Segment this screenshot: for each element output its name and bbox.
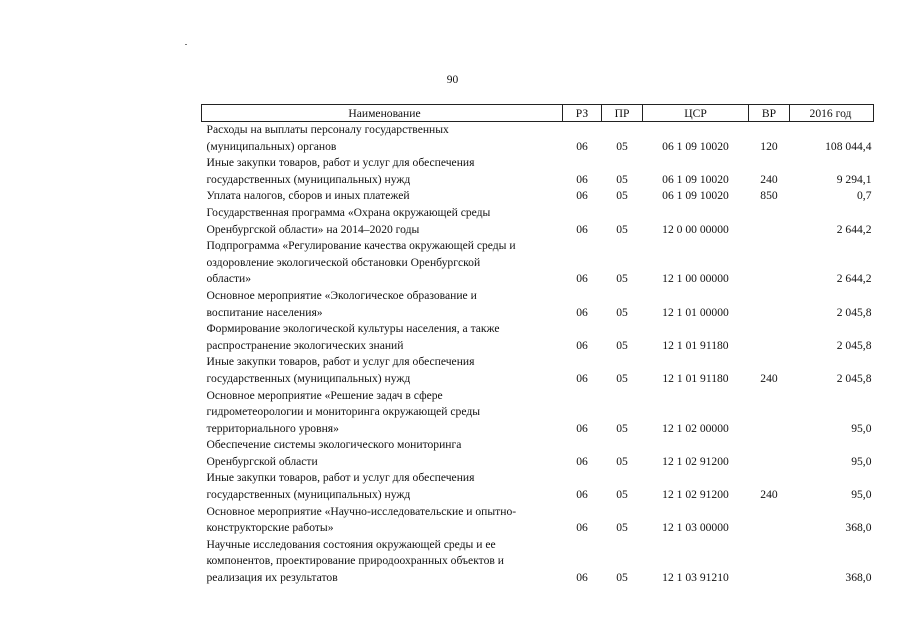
cell-csr: 12 1 01 91180: [662, 371, 729, 385]
cell-vr: 850: [760, 189, 778, 203]
table-row: [202, 155, 874, 188]
cell-amount: 368,0: [845, 521, 872, 535]
cell-vr: 240: [760, 172, 778, 186]
table-row: [202, 288, 874, 321]
cell-name: [202, 437, 563, 470]
header-rz: РЗ: [563, 105, 602, 122]
cell-name-line: Иные закупки товаров, работ и услуг для обеспечения: [206, 156, 475, 170]
cell-name-line: Иные закупки товаров, работ и услуг для обеспечения: [206, 355, 475, 369]
table-row: [202, 321, 874, 354]
cell-name-line: Оренбургской области» на 2014–2020 годы: [206, 222, 420, 236]
cell-rz: 06: [576, 521, 588, 535]
cell-rz: 06: [576, 488, 588, 502]
cell-name: [202, 188, 563, 205]
cell-pr: 05: [616, 371, 628, 385]
cell-name-line: государственных (муниципальных) нужд: [206, 488, 411, 502]
cell-name: [202, 388, 563, 438]
cell-vr: [749, 537, 790, 587]
cell-name-line: территориального уровня»: [206, 421, 339, 435]
cell-name: [202, 238, 563, 288]
cell-pr: 05: [616, 521, 628, 535]
budget-table: [201, 104, 874, 587]
cell-vr: 120: [760, 139, 778, 153]
cell-csr: 06 1 09 10020: [662, 172, 729, 186]
cell-rz: 06: [576, 338, 588, 352]
table-row: [202, 238, 874, 288]
cell-name-line: области»: [206, 272, 252, 286]
cell-rz: 06: [576, 371, 588, 385]
cell-amount: 2 045,8: [836, 338, 872, 352]
cell-name: [202, 155, 563, 188]
cell-rz: 06: [576, 139, 588, 153]
cell-csr: 06 1 09 10020: [662, 139, 729, 153]
cell-amount: 2 045,8: [836, 371, 872, 385]
cell-name-line: Основное мероприятие «Научно-исследовательские и опытно-: [206, 504, 517, 518]
cell-vr: 240: [760, 371, 778, 385]
cell-amount: 368,0: [845, 571, 872, 585]
table-row: [202, 388, 874, 438]
table-row: [202, 504, 874, 537]
cell-name-line: Уплата налогов, сборов и иных платежей: [206, 189, 410, 203]
cell-amount: 95,0: [851, 488, 872, 502]
cell-name: [202, 537, 563, 587]
cell-name-line: государственных (муниципальных) нужд: [206, 172, 411, 186]
cell-vr: [749, 321, 790, 354]
table-header-row: [202, 105, 874, 122]
cell-pr: 05: [616, 421, 628, 435]
cell-vr: [749, 238, 790, 288]
cell-pr: 05: [616, 172, 628, 186]
cell-name-line: Обеспечение системы экологического мониторинга: [206, 438, 462, 452]
cell-name-line: Основное мероприятие «Экологическое образование и: [206, 288, 477, 302]
cell-name-line: государственных (муниципальных) нужд: [206, 371, 411, 385]
cell-name-line: воспитание населения»: [206, 305, 323, 319]
header-name: Наименование: [202, 105, 563, 122]
cell-name-line: Расходы на выплаты персоналу государственных: [206, 123, 449, 136]
cell-amount: 95,0: [851, 421, 872, 435]
cell-amount: 95,0: [851, 454, 872, 468]
cell-name: [202, 470, 563, 503]
cell-csr: 12 1 02 00000: [662, 421, 729, 435]
cell-csr: 12 1 02 91200: [662, 454, 729, 468]
cell-name-line: Основное мероприятие «Решение задач в сфере: [206, 388, 443, 402]
header-vr: ВР: [749, 105, 790, 122]
cell-csr: 12 1 01 00000: [662, 305, 729, 319]
table-body: [202, 122, 874, 587]
cell-pr: 05: [616, 338, 628, 352]
cell-pr: 05: [616, 189, 628, 203]
cell-name-line: Иные закупки товаров, работ и услуг для обеспечения: [206, 471, 475, 485]
cell-name-line: (муниципальных) органов: [206, 139, 337, 153]
cell-amount: 2 045,8: [836, 305, 872, 319]
cell-rz: 06: [576, 222, 588, 236]
cell-rz: 06: [576, 305, 588, 319]
cell-name-line: Государственная программа «Охрана окружающей среды: [206, 205, 491, 219]
table-row: [202, 122, 874, 156]
cell-rz: 06: [576, 421, 588, 435]
cell-name-line: Формирование экологической культуры населения, а также: [206, 322, 500, 336]
cell-rz: 06: [576, 454, 588, 468]
cell-name: [202, 122, 563, 156]
cell-rz: 06: [576, 272, 588, 286]
cell-name: [202, 205, 563, 238]
cell-vr: 240: [760, 488, 778, 502]
page-number: 90: [446, 74, 459, 86]
cell-csr: 06 1 09 10020: [662, 189, 729, 203]
cell-pr: 05: [616, 571, 628, 585]
cell-name-line: компонентов, проектирование природоохранных объектов и: [206, 554, 504, 568]
header-year: 2016 год: [790, 105, 874, 122]
cell-csr: 12 1 01 91180: [662, 338, 729, 352]
cell-name-line: Научные исследования состояния окружающей среды и ее: [206, 537, 496, 551]
cell-rz: 06: [576, 172, 588, 186]
cell-pr: 05: [616, 222, 628, 236]
table-row: [202, 205, 874, 238]
table-row: [202, 354, 874, 387]
table-row: [202, 188, 874, 205]
cell-amount: 2 644,2: [836, 222, 872, 236]
header-pr: ПР: [602, 105, 643, 122]
cell-name-line: реализация их результатов: [206, 571, 338, 585]
cell-name: [202, 354, 563, 387]
header-csr: ЦСР: [643, 105, 749, 122]
cell-vr: [749, 205, 790, 238]
cell-name-line: Оренбургской области: [206, 454, 318, 468]
cell-pr: 05: [616, 272, 628, 286]
cell-csr: 12 1 00 00000: [662, 272, 729, 286]
cell-amount: 2 644,2: [836, 272, 872, 286]
cell-name-line: оздоровление экологической обстановки Оренбургской: [206, 255, 481, 269]
table-row: [202, 437, 874, 470]
cell-pr: 05: [616, 305, 628, 319]
cell-vr: [749, 388, 790, 438]
cell-vr: [749, 437, 790, 470]
cell-vr: [749, 288, 790, 321]
cell-vr: [749, 504, 790, 537]
cell-pr: 05: [616, 488, 628, 502]
cell-name: [202, 321, 563, 354]
table-row: [202, 470, 874, 503]
cell-amount: 0,7: [857, 189, 872, 203]
cell-csr: 12 1 03 91210: [662, 571, 729, 585]
cell-name: [202, 504, 563, 537]
cell-csr: 12 1 03 00000: [662, 521, 729, 535]
cell-pr: 05: [616, 139, 628, 153]
cell-csr: 12 0 00 00000: [662, 222, 729, 236]
cell-amount: 9 294,1: [836, 172, 872, 186]
cell-rz: 06: [576, 571, 588, 585]
cell-csr: 12 1 02 91200: [662, 488, 729, 502]
scan-speck: [185, 44, 187, 45]
cell-name-line: Подпрограмма «Регулирование качества окружающей среды и: [206, 239, 516, 253]
cell-name-line: гидрометеорологии и мониторинга окружающей среды: [206, 405, 481, 419]
table-row: [202, 537, 874, 587]
cell-name: [202, 288, 563, 321]
cell-amount: 108 044,4: [825, 139, 872, 153]
cell-name-line: распространение экологических знаний: [206, 338, 404, 352]
cell-pr: 05: [616, 454, 628, 468]
cell-name-line: конструкторские работы»: [206, 521, 334, 535]
cell-rz: 06: [576, 189, 588, 203]
